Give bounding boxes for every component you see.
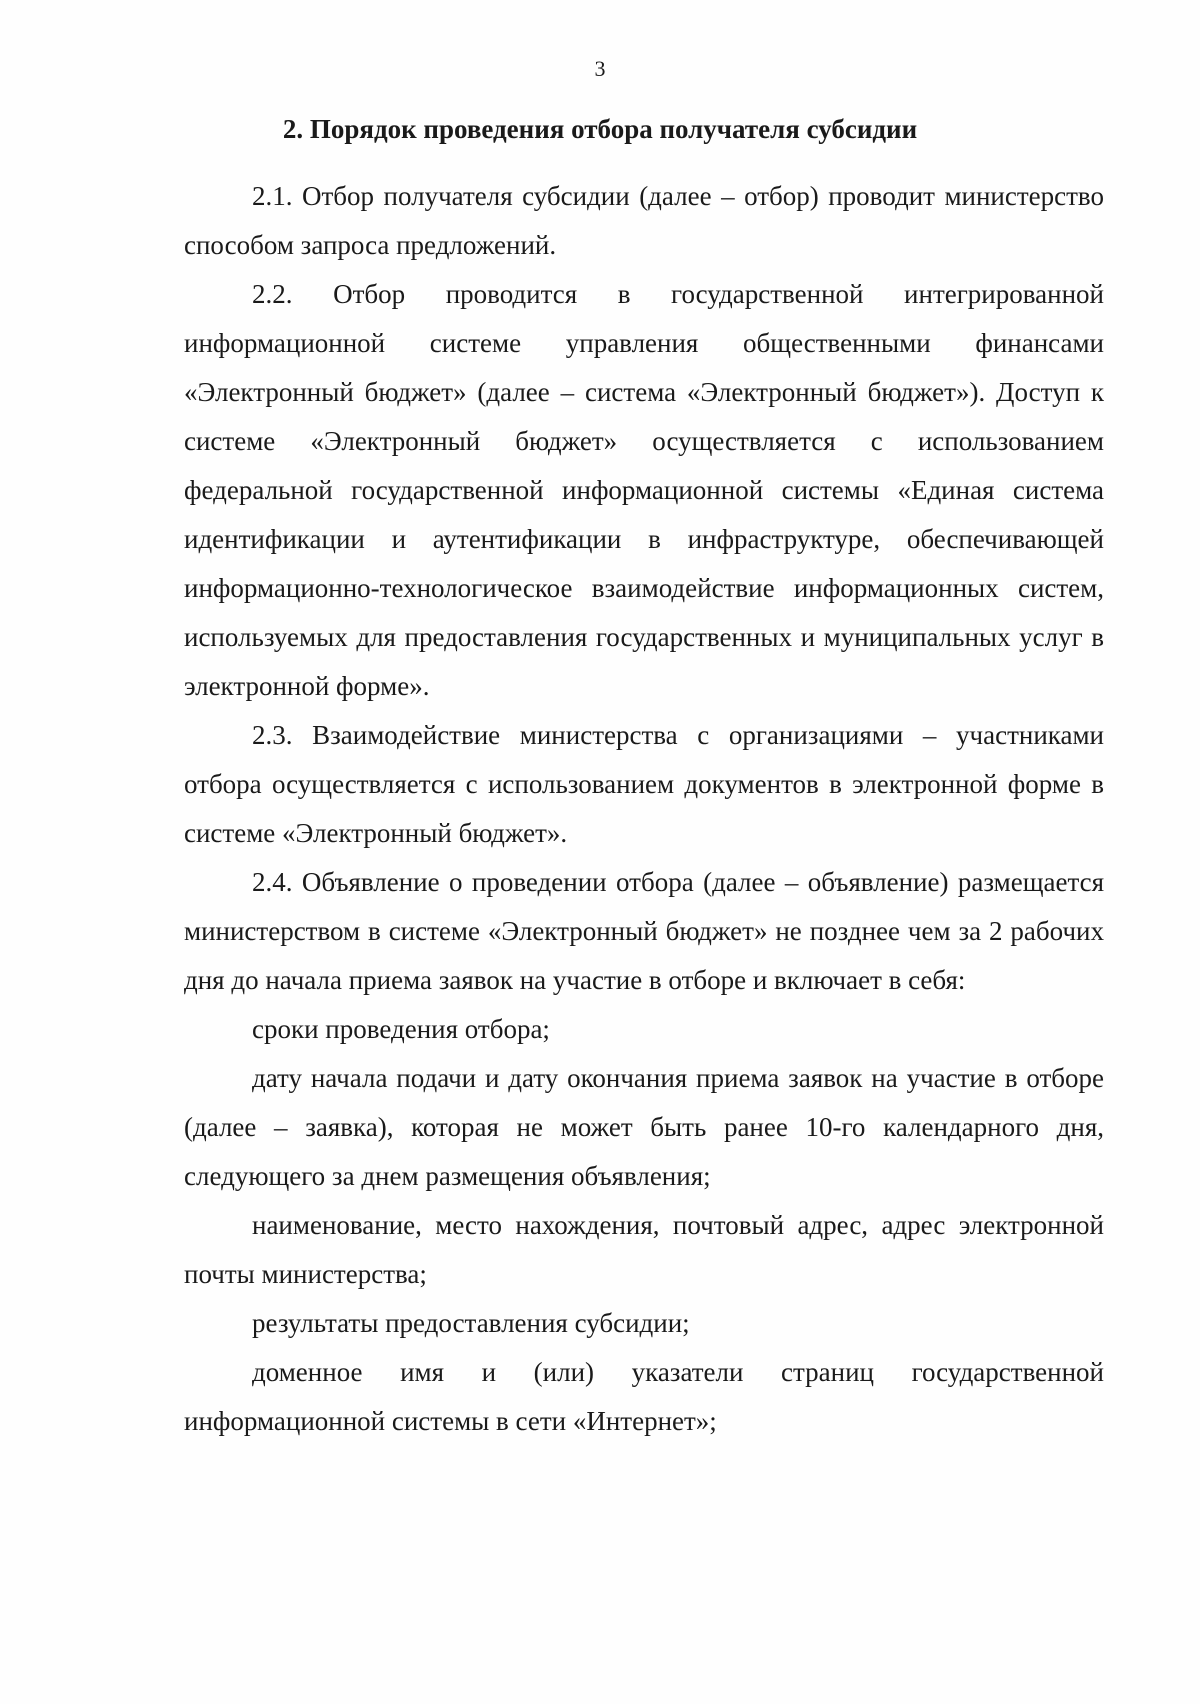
list-item-domain-name: доменное имя и (или) указатели страниц государственной информационной системы в сети «Интернет»;	[184, 1357, 1104, 1436]
list-item-selection-dates: сроки проведения отбора;	[252, 1014, 550, 1044]
page-number: 3	[594, 56, 606, 81]
list-item-ministry-contacts: наименование, место нахождения, почтовый адрес, адрес электронной почты министерства;	[184, 1210, 1104, 1289]
paragraph-2-4: 2.4. Объявление о проведении отбора (далее – объявление) размещается министерством в системе «Электронный бюджет» не позднее чем за 2 рабочих дня до начала приема заявок на участие в отборе и включает в себя:	[184, 867, 1104, 995]
paragraph-2-1: 2.1. Отбор получателя субсидии (далее – отбор) проводит министерство способом запроса предложений.	[184, 181, 1104, 260]
document-body	[184, 172, 1104, 1446]
paragraph-2-3: 2.3. Взаимодействие министерства с организациями – участниками отбора осуществляется с использованием документов в электронной форме в системе «Электронный бюджет».	[184, 720, 1104, 848]
section-heading: 2. Порядок проведения отбора получателя субсидии	[282, 114, 918, 144]
paragraph-2-2: 2.2. Отбор проводится в государственной интегрированной информационной системе управления общественными финансами «Электронный бюджет» (далее – система «Электронный бюджет»). Доступ к системе «Электронный бюджет» осуществляется с использованием федеральной государственной информационной системы «Единая система идентификации и аутентификации в инфраструктуре, обеспечивающей информационно-технологическое взаимодействие информационных систем, используемых для предоставления государственных и муниципальных услуг в электронной форме».	[184, 279, 1104, 701]
list-item-subsidy-results: результаты предоставления субсидии;	[252, 1308, 690, 1338]
list-item-application-dates: дату начала подачи и дату окончания приема заявок на участие в отборе (далее – заявка), которая не может быть ранее 10-го календарного дня, следующего за днем размещения объявления;	[184, 1063, 1104, 1191]
